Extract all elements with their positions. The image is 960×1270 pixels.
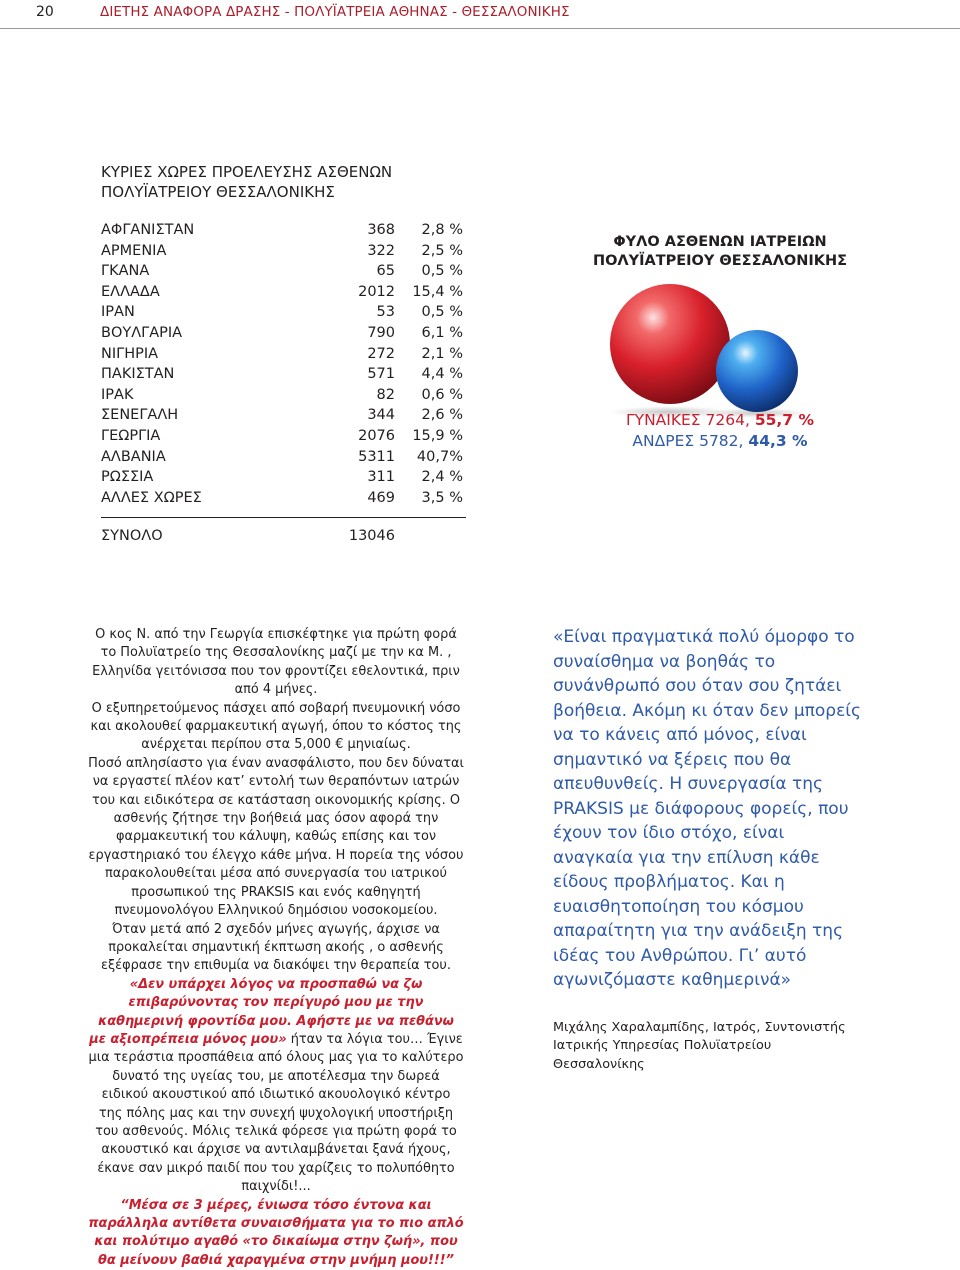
table-row — [101, 405, 466, 426]
country-name: ΑΛΛΕΣ ΧΩΡΕΣ — [101, 489, 202, 506]
patient-count: 5311 — [358, 448, 395, 465]
country-name: ΠΑΚΙΣΤΑΝ — [101, 366, 175, 383]
patient-percent: 15,4 % — [412, 283, 463, 300]
running-title: ΔΙΕΤΗΣ ΑΝΑΦΟΡΑ ΔΡΑΣΗΣ - ΠΟΛΥΪΑΤΡΕΙΑ ΑΘΗΝΑΣ - ΘΕΣΣΑΛΟΝΙΚΗΣ — [100, 4, 570, 20]
patient-count: 790 — [367, 324, 395, 341]
table-row — [101, 282, 466, 303]
country-name: ΣΕΝΕΓΑΛΗ — [101, 407, 179, 424]
table-row — [101, 302, 466, 323]
country-name: ΓΕΩΡΓΙΑ — [101, 427, 161, 444]
patient-percent: 40,7% — [416, 448, 463, 465]
country-name: ΙΡΑΝ — [101, 304, 135, 321]
country-name: ΝΙΓΗΡΙΑ — [101, 345, 159, 362]
patient-quote: «Δεν υπάρχει λόγος να προσπαθώ να ζω επιβαρύνοντας τον περίγυρό μου με την καθημερινή φροντίδα μου. Αφήστε με να πεθάνω με αξιοπρέπεια μόνος μου» — [89, 976, 454, 1047]
patient-count: 2076 — [358, 427, 395, 444]
table-row — [101, 241, 466, 262]
men-label: ΑΝΔΡΕΣ 5782, — [632, 432, 744, 450]
men-stat — [560, 432, 880, 450]
countries-table — [101, 220, 466, 508]
patient-story — [88, 626, 464, 1270]
patient-count: 469 — [367, 489, 395, 506]
women-sphere — [610, 284, 730, 404]
gender-title-line1: ΦΥΛΟ ΑΣΘΕΝΩΝ ΙΑΤΡΕΙΩΝ — [613, 234, 827, 250]
country-name: ΙΡΑΚ — [101, 386, 134, 403]
patient-count: 53 — [376, 304, 395, 321]
country-name: ΑΛΒΑΝΙΑ — [101, 448, 166, 465]
quote-signature: Μιχάλης Χαραλαμπίδης, Ιατρός, Συντονιστής Ιατρικής Υπηρεσίας Πολυϊατρείου Θεσσαλονίκης — [553, 1020, 846, 1072]
patient-percent: 2,4 % — [421, 469, 463, 486]
patient-count: 311 — [367, 469, 395, 486]
page-header — [0, 0, 960, 28]
countries-title-line1: ΚΥΡΙΕΣ ΧΩΡΕΣ ΠΡΟΕΛΕΥΣΗΣ ΑΣΘΕΝΩΝ — [101, 163, 393, 181]
countries-title — [101, 162, 392, 202]
table-total-rule — [101, 517, 466, 518]
story-paragraph: Ο εξυπηρετούμενος πάσχει από σοβαρή πνευμονική νόσο και ακολουθεί φαρμακευτική αγωγή, όπου το κόστος της ανέρχεται περίπου στα 5,000 € μηνιαίως. — [90, 700, 462, 753]
table-row — [101, 426, 466, 447]
story-paragraph — [88, 976, 464, 1197]
women-percent: 55,7 % — [754, 411, 815, 429]
gender-title — [560, 233, 880, 271]
pull-quote: «Είναι πραγματικά πολύ όμορφο το συναίσθημα να βοηθάς το συνάνθρωπό σου όταν σου ζητάει βοήθεια. Ακόμη κι όταν δεν μπορείς να το κάνεις από μόνος, είναι σημαντικό να ξέρεις που θα απευθυνθείς. Η συνεργασία της PRAKSIS με διάφορους φορείς, που έχουν τον ίδιο στόχο, είναι αναγκαία για την επίλυση κάθε είδους προβλήματος. Και η ευαισθητοποίηση του κόσμου απαραίτητη για την ανάδειξη της ιδέας του Ανθρώπου. Γι’ αυτό αγωνιζόμαστε καθημερινά» — [553, 627, 861, 990]
story-paragraph: Ο κος Ν. από την Γεωργία επισκέφτηκε για πρώτη φορά το Πολυϊατρείο της Θεσσαλονίκης μαζί με την κα Μ. , Ελληνίδα γειτόνισσα που τον φροντίζει εθελοντικά, πριν από 4 μήνες. — [92, 627, 460, 698]
table-row — [101, 364, 466, 385]
patient-percent: 2,8 % — [421, 222, 463, 238]
patient-count: 322 — [367, 242, 395, 259]
gender-title-line2: ΠΟΛΥΪΑΤΡΕΙΟΥ ΘΕΣΣΑΛΟΝΙΚΗΣ — [592, 253, 848, 269]
patient-percent: 2,1 % — [421, 345, 463, 362]
patient-percent: 2,6 % — [421, 407, 463, 424]
table-row — [101, 447, 466, 468]
patient-percent: 3,5 % — [421, 489, 463, 506]
country-name: ΒΟΥΛΓΑΡΙΑ — [101, 324, 183, 341]
page-number: 20 — [36, 4, 54, 20]
patient-count: 82 — [376, 386, 395, 403]
table-row — [101, 261, 466, 282]
patient-percent: 0,6 % — [421, 386, 463, 403]
patient-percent: 0,5 % — [421, 304, 463, 321]
country-name: ΑΡΜΕΝΙΑ — [101, 242, 167, 259]
country-name: ΓΚΑΝΑ — [101, 263, 150, 280]
country-name: ΑΦΓΑΝΙΣΤΑΝ — [101, 222, 195, 238]
countries-title-line2: ΠΟΛΥΪΑΤΡΕΙΟΥ ΘΕΣΣΑΛΟΝΙΚΗΣ — [101, 183, 335, 201]
table-row — [101, 323, 466, 344]
women-label: ΓΥΝΑΙΚΕΣ 7264, — [625, 411, 750, 429]
patient-count: 368 — [367, 222, 395, 238]
women-stat — [560, 411, 880, 429]
patient-count: 2012 — [358, 283, 395, 300]
patient-count: 65 — [376, 263, 395, 280]
table-row — [101, 385, 466, 406]
story-paragraph: Όταν μετά από 2 σχεδόν μήνες αγωγής, άρχισε να προκαλείται σημαντική έκπτωση ακοής , ο ασθενής εξέφρασε την επιθυμία να διακόψει την θεραπεία του. — [101, 921, 451, 974]
total-value: 13046 — [348, 528, 395, 544]
story-text: ήταν τα λόγια του… Έγινε μια τεράστια προσπάθεια από όλους μας για το καλύτερο δυνατό της υγείας του, με αποτέλεσμα την δωρεά ειδικού ακουστικού από ιδιωτικό ακουολογικό κέντρο της πόλης μας και την συνεχή ψυχολογική υποστήριξη του ασθενούς. Μόλις τελικά φόρεσε για πρώτη φορά το ακουστικό και άρχισε να αντιλαμβάνεται ξανά ήχους, έκανε σαν μικρό παιδί που του χαρίζεις το πολυπόθητο παιχνίδι!... — [88, 1031, 464, 1195]
men-percent: 44,3 % — [748, 432, 808, 450]
country-name: ΕΛΛΑΔΑ — [101, 283, 160, 300]
patient-percent: 4,4 % — [421, 366, 463, 383]
header-divider — [0, 28, 960, 29]
table-row — [101, 220, 466, 241]
patient-percent: 0,5 % — [421, 263, 463, 280]
patient-count: 571 — [367, 366, 395, 383]
patient-count: 344 — [367, 407, 395, 424]
table-row — [101, 467, 466, 488]
men-sphere — [716, 330, 798, 412]
story-paragraph: Ποσό απλησίαστο για έναν ανασφάλιστο, που δεν δύναται να εργαστεί πλέον κατ’ εντολή των θεραπόντων ιατρών του και ειδικότερα σε κατάσταση οικονομικής κρίσης. Ο ασθενής ζήτησε την βοήθειά μας όσον αφορά την φαρμακευτική του κάλυψη, καθώς επίσης και τον εργαστηριακό του έλεγχο κάθε μήνα. Η πορεία της νόσου παρακολουθείται μέσα από συνεργασία του ιατρικού προσωπικού της PRAKSIS και ενός καθηγητή πνευμονολόγου Ελληνικού δημόσιου νοσοκομείου. — [88, 755, 464, 919]
patient-count: 272 — [367, 345, 395, 362]
country-name: ΡΩΣΣΙΑ — [101, 469, 154, 486]
gender-spheres — [575, 280, 815, 420]
table-row — [101, 344, 466, 365]
patient-percent: 15,9 % — [412, 427, 463, 444]
patient-percent: 2,5 % — [421, 242, 463, 259]
table-row — [101, 488, 466, 509]
total-label: ΣΥΝΟΛΟ — [101, 528, 163, 544]
patient-closing-quote: “Μέσα σε 3 μέρες, ένιωσα τόσο έντονα και παράλληλα αντίθετα συναισθήματα για το πιο απλό και πολύτιμο αγαθό «το δικαίωμα στην ζωή», που θα μείνουν βαθιά χαραγμένα στην μνήμη μου!!!” — [88, 1197, 464, 1268]
patient-percent: 6,1 % — [421, 324, 463, 341]
